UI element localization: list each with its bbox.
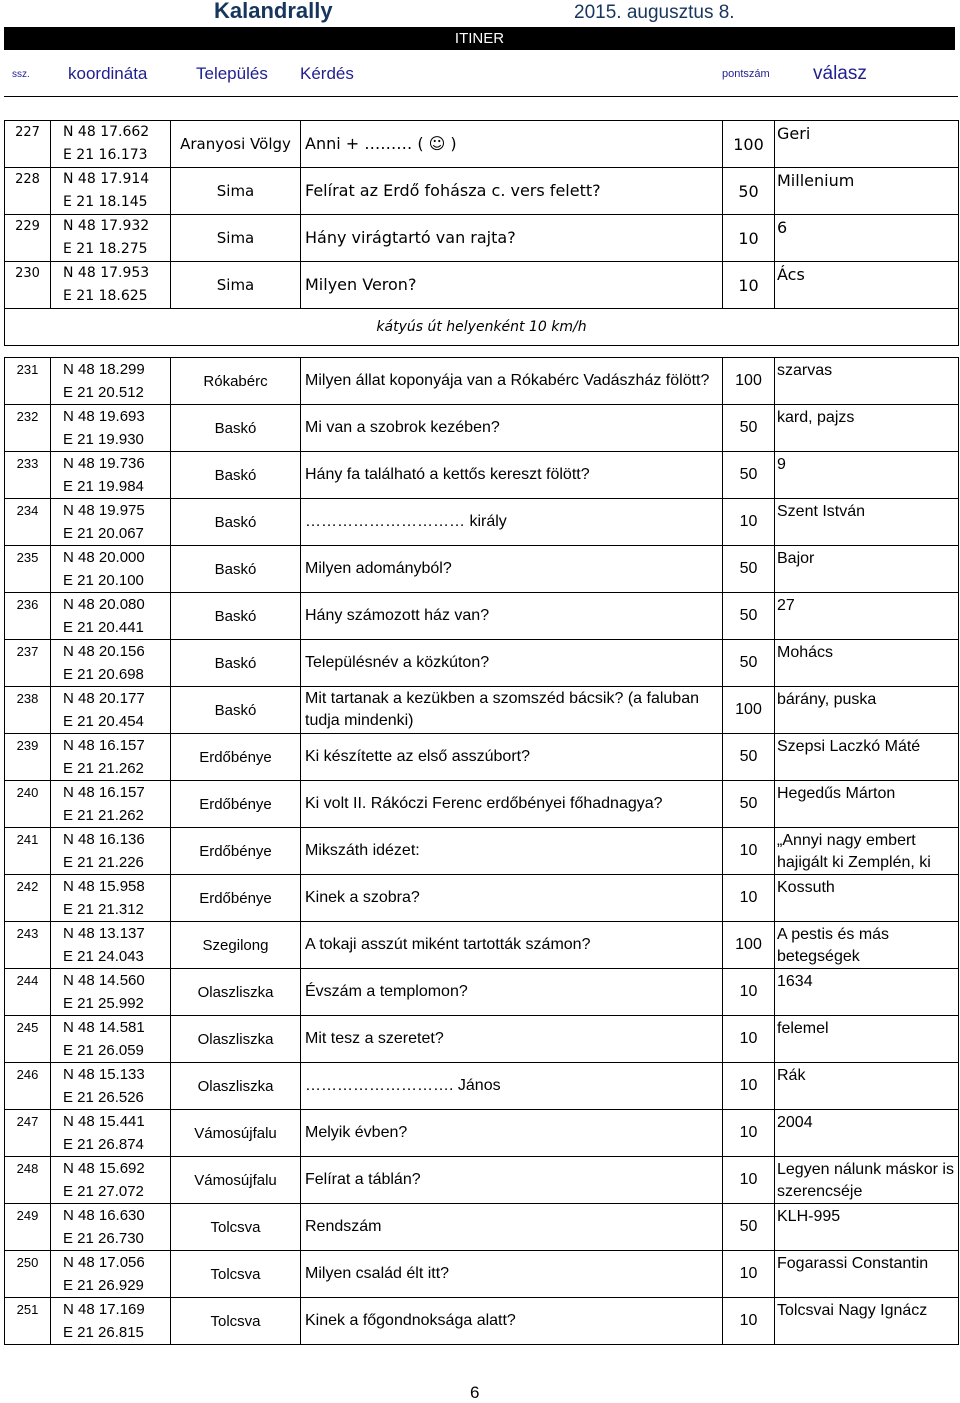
col-telepules: Település [196,64,268,83]
row-number: 238 [5,687,51,734]
answer: szarvas [775,358,959,405]
coordinate [51,546,171,593]
location: Erdőbénye [171,781,301,828]
coordinate-north: N 48 20.177 [63,690,145,707]
points: 10 [723,1251,775,1298]
answer: Mohács [775,640,959,687]
coordinate [51,875,171,922]
table-row [5,922,959,969]
answer: A pestis és más betegségek [775,922,959,969]
coordinate [51,828,171,875]
question: Mit tartanak a kezükben a szomszéd bácsik? (a faluban tudja mindenki) [301,687,723,734]
row-number: 234 [5,499,51,546]
itiner-table-1 [4,120,959,346]
location: Erdőbénye [171,828,301,875]
coordinate-east: E 21 16.173 [63,147,148,163]
answer: Ács [775,262,959,309]
answer: Legyen nálunk máskor is szerencséje [775,1157,959,1204]
itiner-bar: ITINER [4,27,955,50]
coordinate-north: N 48 17.056 [63,1254,145,1271]
col-ssz: ssz. [12,69,30,80]
table-row [5,358,959,405]
question: Ki készítette az első asszúbort? [301,734,723,781]
coordinate-east: E 21 18.275 [63,241,148,257]
itiner-table-2 [4,357,959,1345]
location: Baskó [171,546,301,593]
points: 100 [723,922,775,969]
row-number: 230 [5,262,51,309]
answer: KLH-995 [775,1204,959,1251]
points: 50 [723,734,775,781]
table-row [5,121,959,168]
coordinate-east: E 21 26.526 [63,1089,144,1106]
points: 50 [723,452,775,499]
question: Felírat az Erdő fohásza c. vers felett? [301,168,723,215]
location: Tolcsva [171,1298,301,1345]
question: ………………………… király [301,499,723,546]
coordinate [51,1157,171,1204]
table-row [5,687,959,734]
col-valasz: válasz [813,63,867,84]
coordinate-east: E 21 26.730 [63,1230,144,1247]
coordinate-east: E 21 27.072 [63,1183,144,1200]
coordinate-north: N 48 15.133 [63,1066,145,1083]
answer: 27 [775,593,959,640]
points: 50 [723,593,775,640]
coordinate-east: E 21 20.100 [63,572,144,589]
row-number: 239 [5,734,51,781]
col-koordinata: koordináta [68,64,148,83]
coordinate [51,405,171,452]
table-row [5,168,959,215]
question: Kinek a főgondnoksága alatt? [301,1298,723,1345]
coordinate [51,499,171,546]
question: Milyen Veron? [301,262,723,309]
question: Hány virágtartó van rajta? [301,215,723,262]
location: Sima [171,168,301,215]
road-note: kátyús út helyenként 10 km/h [5,309,959,346]
coordinate-north: N 48 15.692 [63,1160,145,1177]
page-number: 6 [470,1383,480,1402]
location: Olaszliszka [171,1016,301,1063]
coordinate-north: N 48 17.662 [63,124,150,140]
location: Baskó [171,452,301,499]
answer: kard, pajzs [775,405,959,452]
coordinate-north: N 48 16.136 [63,831,145,848]
row-number: 243 [5,922,51,969]
answer: Geri [775,121,959,168]
coordinate [51,168,171,215]
location: Aranyosi Völgy [171,121,301,168]
col-kerdes: Kérdés [300,64,354,83]
coordinate-east: E 21 20.067 [63,525,144,542]
row-number: 246 [5,1063,51,1110]
location: Baskó [171,499,301,546]
answer: felemel [775,1016,959,1063]
page-header [0,0,960,26]
row-number: 240 [5,781,51,828]
coordinate-east: E 21 25.992 [63,995,144,1012]
coordinate-north: N 48 17.914 [63,171,150,187]
question: Milyen család élt itt? [301,1251,723,1298]
question: Milyen adományból? [301,546,723,593]
coordinate-east: E 21 26.059 [63,1042,144,1059]
question: Melyik évben? [301,1110,723,1157]
coordinate-east: E 21 26.815 [63,1324,144,1341]
row-number: 237 [5,640,51,687]
points: 10 [723,499,775,546]
answer: Bajor [775,546,959,593]
coordinate-east: E 21 20.512 [63,384,144,401]
coordinate-north: N 48 20.000 [63,549,145,566]
question: Mikszáth idézet: [301,828,723,875]
coordinate [51,215,171,262]
question: A tokaji asszút miként tartották számon? [301,922,723,969]
coordinate-east: E 21 21.312 [63,901,144,918]
row-number: 233 [5,452,51,499]
question: Felírat a táblán? [301,1157,723,1204]
coordinate-north: N 48 20.080 [63,596,145,613]
table-row [5,546,959,593]
table-row [5,1063,959,1110]
answer: 2004 [775,1110,959,1157]
question: ………………………. János [301,1063,723,1110]
coordinate [51,1110,171,1157]
table-row [5,452,959,499]
coordinate-east: E 21 20.441 [63,619,144,636]
location: Baskó [171,405,301,452]
row-number: 229 [5,215,51,262]
coordinate-north: N 48 14.560 [63,972,145,989]
coordinate [51,781,171,828]
coordinate-north: N 48 14.581 [63,1019,145,1036]
table-row [5,405,959,452]
coordinate [51,969,171,1016]
row-number: 250 [5,1251,51,1298]
points: 100 [723,687,775,734]
coordinate-east: E 21 21.226 [63,854,144,871]
answer: Hegedűs Márton [775,781,959,828]
question: Kinek a szobra? [301,875,723,922]
location: Olaszliszka [171,969,301,1016]
row-number: 227 [5,121,51,168]
coordinate-north: N 48 16.157 [63,737,145,754]
col-pontszam: pontszám [722,68,770,80]
table-row [5,1110,959,1157]
location: Olaszliszka [171,1063,301,1110]
location: Sima [171,215,301,262]
answer: Fogarassi Constantin [775,1251,959,1298]
points: 50 [723,640,775,687]
location: Erdőbénye [171,875,301,922]
coordinate-east: E 21 20.698 [63,666,144,683]
location: Rókabérc [171,358,301,405]
document-date: 2015. augusztus 8. [574,2,735,23]
location: Baskó [171,640,301,687]
table-row [5,1298,959,1345]
question: Ki volt II. Rákóczi Ferenc erdőbényei főhadnagya? [301,781,723,828]
points: 10 [723,262,775,309]
question: Évszám a templomon? [301,969,723,1016]
points: 50 [723,546,775,593]
coordinate-east: E 21 19.930 [63,431,144,448]
row-number: 251 [5,1298,51,1345]
coordinate [51,262,171,309]
table-row [5,1204,959,1251]
coordinate-east: E 21 21.262 [63,760,144,777]
location: Sima [171,262,301,309]
row-number: 244 [5,969,51,1016]
coordinate-north: N 48 17.953 [63,265,150,281]
coordinate [51,922,171,969]
answer: Kossuth [775,875,959,922]
points: 50 [723,405,775,452]
question: Mi van a szobrok kezében? [301,405,723,452]
answer: „Annyi nagy embert hajigált ki Zemplén, ki [775,828,959,875]
table-row [5,1157,959,1204]
points: 10 [723,875,775,922]
row-number: 249 [5,1204,51,1251]
header-rule [4,96,958,97]
answer: 1634 [775,969,959,1016]
table-row [5,1016,959,1063]
coordinate [51,1016,171,1063]
note-row [5,309,959,346]
coordinate [51,358,171,405]
answer: Tolcsvai Nagy Ignácz [775,1298,959,1345]
table-row [5,875,959,922]
answer: bárány, puska [775,687,959,734]
table-row [5,499,959,546]
coordinate [51,1063,171,1110]
question: Mit tesz a szeretet? [301,1016,723,1063]
answer: 9 [775,452,959,499]
coordinate-east: E 21 26.874 [63,1136,144,1153]
coordinate [51,1204,171,1251]
location: Szegilong [171,922,301,969]
coordinate-north: N 48 17.932 [63,218,150,234]
coordinate-north: N 48 16.157 [63,784,145,801]
coordinate-north: N 48 18.299 [63,361,145,378]
answer: Rák [775,1063,959,1110]
answer: Millenium [775,168,959,215]
question: Milyen állat koponyája van a Rókabérc Vadászház fölött? [301,358,723,405]
coordinate-east: E 21 26.929 [63,1277,144,1294]
points: 10 [723,1298,775,1345]
points: 10 [723,828,775,875]
coordinate-north: N 48 15.441 [63,1113,145,1130]
coordinate-north: N 48 20.156 [63,643,145,660]
coordinate-east: E 21 21.262 [63,807,144,824]
row-number: 241 [5,828,51,875]
answer: 6 [775,215,959,262]
coordinate-north: N 48 16.630 [63,1207,145,1224]
row-number: 245 [5,1016,51,1063]
coordinate [51,121,171,168]
table-row [5,593,959,640]
coordinate-north: N 48 15.958 [63,878,145,895]
table-row [5,734,959,781]
row-number: 247 [5,1110,51,1157]
location: Erdőbénye [171,734,301,781]
coordinate-east: E 21 20.454 [63,713,144,730]
coordinate-north: N 48 19.736 [63,455,145,472]
points: 10 [723,1016,775,1063]
coordinate [51,640,171,687]
row-number: 235 [5,546,51,593]
location: Baskó [171,687,301,734]
table-row [5,640,959,687]
table-row [5,781,959,828]
table-row [5,262,959,309]
points: 10 [723,969,775,1016]
location: Baskó [171,593,301,640]
row-number: 248 [5,1157,51,1204]
coordinate [51,1298,171,1345]
location: Tolcsva [171,1204,301,1251]
location: Vámosújfalu [171,1157,301,1204]
coordinate-north: N 48 17.169 [63,1301,145,1318]
points: 100 [723,358,775,405]
location: Vámosújfalu [171,1110,301,1157]
points: 100 [723,121,775,168]
coordinate-north: N 48 19.975 [63,502,145,519]
coordinate-east: E 21 18.145 [63,194,148,210]
document-title: Kalandrally [214,0,333,23]
row-number: 236 [5,593,51,640]
answer: Szent István [775,499,959,546]
question: Településnév a közkúton? [301,640,723,687]
question: Hány fa található a kettős kereszt fölött? [301,452,723,499]
question: Hány számozott ház van? [301,593,723,640]
points: 50 [723,781,775,828]
table-row [5,1251,959,1298]
coordinate-east: E 21 19.984 [63,478,144,495]
points: 50 [723,168,775,215]
points: 10 [723,1063,775,1110]
table-row [5,969,959,1016]
coordinate-east: E 21 18.625 [63,288,148,304]
table-row [5,215,959,262]
points: 10 [723,1110,775,1157]
answer: Szepsi Laczkó Máté [775,734,959,781]
question: Anni + ……… ( ☺ ) [301,121,723,168]
coordinate [51,452,171,499]
coordinate [51,593,171,640]
table-row [5,828,959,875]
row-number: 228 [5,168,51,215]
coordinate [51,1251,171,1298]
column-headers [0,50,960,98]
coordinate [51,687,171,734]
coordinate-east: E 21 24.043 [63,948,144,965]
question: Rendszám [301,1204,723,1251]
coordinate [51,734,171,781]
points: 10 [723,215,775,262]
points: 10 [723,1157,775,1204]
points: 50 [723,1204,775,1251]
row-number: 242 [5,875,51,922]
location: Tolcsva [171,1251,301,1298]
coordinate-north: N 48 13.137 [63,925,145,942]
row-number: 232 [5,405,51,452]
row-number: 231 [5,358,51,405]
coordinate-north: N 48 19.693 [63,408,145,425]
